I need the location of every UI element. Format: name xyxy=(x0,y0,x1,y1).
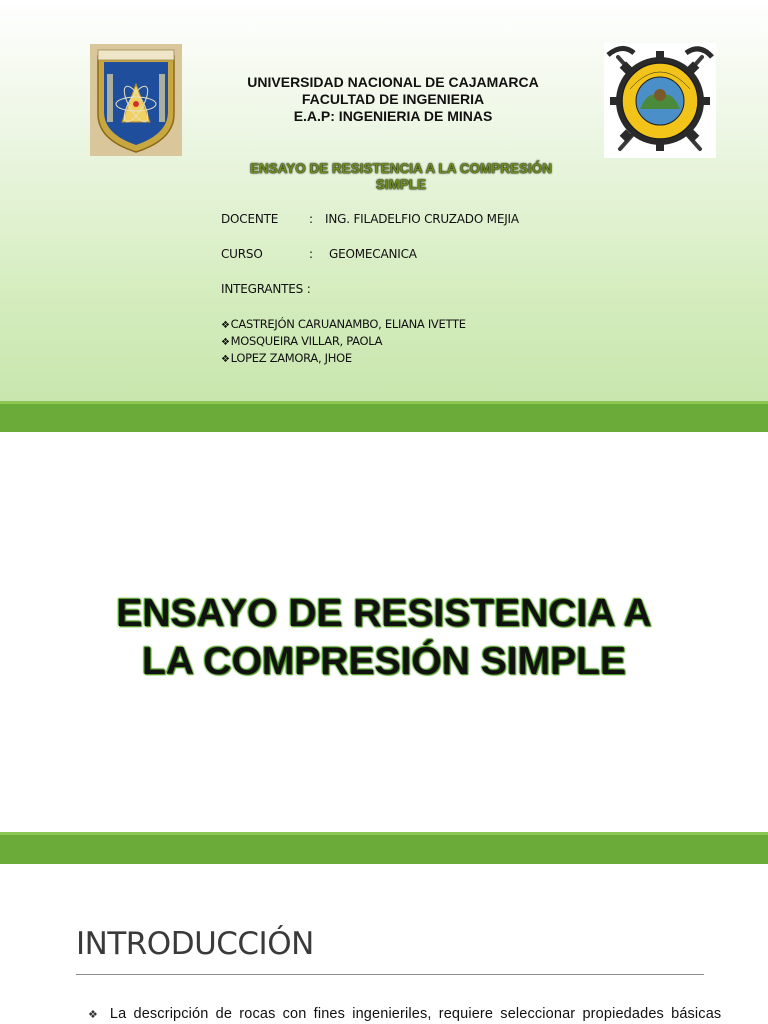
slide-divider-bar xyxy=(0,832,768,864)
curso-separator: : xyxy=(309,247,313,261)
title-slide xyxy=(0,0,768,401)
curso-value: GEOMECANICA xyxy=(329,247,417,261)
integrantes-label: INTEGRANTES : xyxy=(221,282,311,296)
heading-underline xyxy=(76,974,704,975)
mining-emblem-icon xyxy=(604,43,716,158)
slide-subtitle xyxy=(220,161,582,193)
section-heading: INTRODUCCIÓN xyxy=(76,926,314,962)
curso-label: CURSO xyxy=(221,247,263,261)
university-header xyxy=(190,74,596,125)
faculty-name: FACULTAD DE INGENIERIA xyxy=(301,91,485,107)
bullet-text: La descripción de rocas con fines ingenieriles, requiere seleccionar propiedades básicas xyxy=(109,1006,722,1022)
list-item xyxy=(88,1006,722,1022)
subtitle-line-1: ENSAYO DE RESISTENCIA A LA COMPRESIÓN xyxy=(249,161,553,176)
slide-title xyxy=(60,590,708,686)
title-line-1: ENSAYO DE RESISTENCIA A xyxy=(116,592,652,635)
diamond-bullet-icon: ❖ xyxy=(221,320,230,331)
docente-value: ING. FILADELFIO CRUZADO MEJIA xyxy=(325,212,519,226)
subtitle-line-2: SIMPLE xyxy=(375,177,427,192)
university-name: UNIVERSIDAD NACIONAL DE CAJAMARCA xyxy=(247,74,539,90)
member-list-item xyxy=(221,317,466,331)
diamond-bullet-icon: ❖ xyxy=(221,337,230,348)
diamond-bullet-icon: ❖ xyxy=(221,354,230,365)
curso-row xyxy=(221,247,417,261)
member-name: MOSQUEIRA VILLAR, PAOLA xyxy=(230,334,383,348)
university-crest-logo xyxy=(90,44,182,156)
diamond-bullet-icon: ❖ xyxy=(88,1009,98,1021)
docente-separator: : xyxy=(309,212,313,226)
member-name: LOPEZ ZAMORA, JHOE xyxy=(230,351,352,365)
title-line-2: LA COMPRESIÓN SIMPLE xyxy=(142,640,626,683)
member-list-item xyxy=(221,351,352,365)
member-list-item xyxy=(221,334,382,348)
member-name: CASTREJÓN CARUANAMBO, ELIANA IVETTE xyxy=(230,317,466,331)
university-crest-icon xyxy=(90,44,182,156)
mining-engineering-emblem-logo xyxy=(604,43,716,158)
school-name: E.A.P: INGENIERIA DE MINAS xyxy=(293,108,493,124)
docente-label: DOCENTE xyxy=(221,212,279,226)
slide-divider-bar xyxy=(0,401,768,432)
docente-row xyxy=(221,212,519,226)
